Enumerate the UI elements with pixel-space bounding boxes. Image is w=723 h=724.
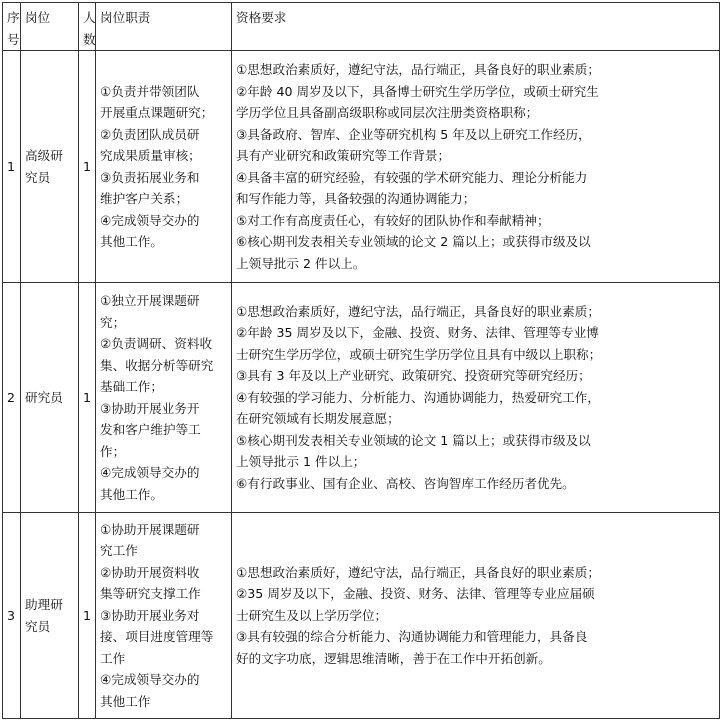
row-duties: ①协助开展课题研 究工作 ②协助开展资料收 集等研究支撑工作 ③协助开展业务对 接、项目进度管理等 工作 ④完成领导交办的 其他工作: [96, 513, 232, 719]
row-position: 高级研 究员: [21, 51, 79, 283]
row-seq: 3: [3, 513, 21, 719]
header-row: [3, 3, 720, 51]
header-duties: 岗位职责: [96, 3, 232, 51]
job-table: [2, 2, 720, 719]
table-row: [3, 283, 720, 513]
header-count: 人 数: [79, 3, 96, 51]
row-seq: 1: [3, 51, 21, 283]
row-count: 1: [79, 51, 96, 283]
table-row: [3, 513, 720, 719]
row-position: 助理研 究员: [21, 513, 79, 719]
row-count: 1: [79, 513, 96, 719]
row-requirements: ①思想政治素质好，遵纪守法，品行端正，具备良好的职业素质； ②年龄 40 周岁及以下，具备博士研究生学历学位，或硕士研究生 学历学位且具备副高级职称或同层次注册类资格职称； ③具备政府、智库、企业等研究机构 5 年及以上研究工作经历， 具有产业研究和政策研究等工作背景； ④具备丰富的研究经验，有较强的学术研究能力、理论分析能力 和写作能力等，具备较强的沟通协调能力； ⑤对工作有高度责任心，有较好的团队协作和奉献精神； ⑥核心期刊发表相关专业领域的论文 2 篇以上；或获得市级及以 上领导批示 2 件以上。: [232, 51, 720, 283]
row-position: 研究员: [21, 283, 79, 513]
row-seq: 2: [3, 283, 21, 513]
row-requirements: ①思想政治素质好，遵纪守法，品行端正，具备良好的职业素质； ②年龄 35 周岁及以下，金融、投资、财务、法律、管理等专业博 士研究生学历学位，或硕士研究生学历学位且具有中级以上职称； ③具有 3 年及以上产业研究、政策研究、投资研究等研究经历； ④有较强的学习能力、分析能力、沟通协调能力，热爱研究工作， 在研究领域有长期发展意愿； ⑤核心期刊发表相关专业领域的论文 1 篇以上；或获得市级及以 上领导批示 1 件以上； ⑥有行政事业、国有企业、高校、咨询智库工作经历者优先。: [232, 283, 720, 513]
row-duties: ①负责并带领团队 开展重点课题研究； ②负责团队成员研 究成果质量审核； ③负责拓展业务和 维护客户关系； ④完成领导交办的 其他工作。: [96, 51, 232, 283]
row-duties: ①独立开展课题研 究； ②负责调研、资料收 集、收据分析等研究 基础工作； ③协助开展业务开 发和客户维护等工 作； ④完成领导交办的 其他工作。: [96, 283, 232, 513]
header-position: 岗位: [21, 3, 79, 51]
header-seq: 序 号: [3, 3, 21, 51]
row-count: 1: [79, 283, 96, 513]
row-requirements: ①思想政治素质好，遵纪守法，品行端正，具备良好的职业素质； ②35 周岁及以下，金融、投资、财务、法律、管理等专业应届硕 士研究生及以上学历学位； ③具有较强的综合分析能力、沟通协调能力和管理能力，具备良 好的文字功底，逻辑思维清晰，善于在工作中开拓创新。: [232, 513, 720, 719]
header-requirements: 资格要求: [232, 3, 720, 51]
table-row: [3, 51, 720, 283]
